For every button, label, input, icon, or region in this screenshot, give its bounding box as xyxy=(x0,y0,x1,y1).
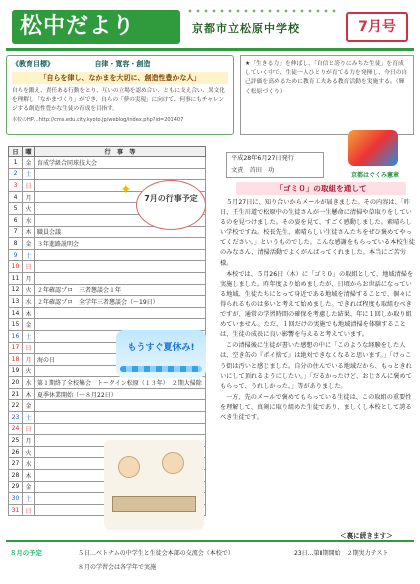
calendar-day: 17 xyxy=(9,342,23,354)
calendar-event xyxy=(35,249,206,261)
calendar-event xyxy=(35,423,206,435)
calendar-day: 31 xyxy=(9,504,23,516)
calendar-day: 21 xyxy=(9,388,23,400)
issue-date-box xyxy=(226,152,324,178)
footer-item: 23日…第Ⅱ期開始 ２期実力テスト xyxy=(294,550,389,557)
calendar-weekday: 日 xyxy=(23,423,35,435)
calendar-weekday: 金 xyxy=(23,319,35,331)
calendar-day: 22 xyxy=(9,400,23,412)
calendar-weekday: 月 xyxy=(23,191,35,203)
kyoto-charter-logo xyxy=(338,130,412,186)
calendar-row xyxy=(9,157,206,169)
calendar-weekday: 木 xyxy=(23,388,35,400)
logo-text: 京都はぐくみ憲章 xyxy=(350,172,399,179)
calendar-event: 職員会議 xyxy=(35,226,206,238)
calendar-weekday: 土 xyxy=(23,330,35,342)
calendar-row xyxy=(9,261,206,273)
desk-icon xyxy=(112,496,196,512)
calendar-event: ３年進路説明会 xyxy=(35,238,206,250)
school-name: 京都市立松原中学校 xyxy=(192,22,300,35)
calendar-weekday: 火 xyxy=(23,446,35,458)
footer-item: ８月の学習会は各学年で実施 xyxy=(78,564,157,571)
calendar-day: 16 xyxy=(9,330,23,342)
calendar-weekday: 火 xyxy=(23,203,35,215)
calendar-weekday: 金 xyxy=(23,157,35,169)
august-schedule xyxy=(6,540,414,578)
calendar-weekday: 土 xyxy=(23,168,35,180)
calendar-weekday: 水 xyxy=(23,296,35,308)
goals-heading xyxy=(12,59,228,69)
calendar-day: 6 xyxy=(9,214,23,226)
calendar-day: 18 xyxy=(9,354,23,366)
header-divider xyxy=(6,48,414,51)
calendar-weekday: 金 xyxy=(23,238,35,250)
logo-icon xyxy=(348,130,398,166)
summer-illustration xyxy=(116,330,206,378)
goals-heading-label: 《教育目標》 xyxy=(12,60,54,68)
col-header-day: 日 xyxy=(9,147,23,157)
calendar-weekday: 日 xyxy=(23,342,35,354)
article-paragraph: 本校では、５月26日（木）に「ゴミ０」の取組として、地域清掃を実施しました。昨年度より始めましたが、日頃からお世話になっている地域、生徒たちにとって身近である地域を清掃することで、個々に得られるものは多いと考えて始めました。できれば程度も取組むべきですが、通常の学習時間の確保を考慮した結果、年に１回しか取り組めていません。ただ、１回だけの実施でも地域清掃を体験することは、生徒の成長に良い影響を与えると考えています。 xyxy=(220,270,414,339)
calendar-day: 30 xyxy=(9,493,23,505)
wave-icon xyxy=(120,366,202,372)
footer-item: ５日…ベトナムの中学生と生徒会本部の交流会（本校で） xyxy=(78,550,234,557)
article-paragraph: ５月27日に、知り合いからメールが届きました。その内容は、「昨日、壬生川道で松原中の生徒さんが一生懸命に清掃や草取りをしているのを見つけました。その姿を見て、すごく感動しました。素晴らしい学校ですね。校長先生、素晴らしい生徒さんたちをぜひ褒めてやってください。」というものでした。こんな感謝をもらっている本校生徒のみなさん、清掃活動でよくがんばってくれました。本当にご苦労様。 xyxy=(220,199,415,267)
calendar-day: 4 xyxy=(9,191,23,203)
calendar-row xyxy=(9,307,206,319)
calendar-event: ２年確認プロ 全学年三者懇談会（～19日） xyxy=(35,296,206,308)
article-title: 「ゴミ０」の取組を通して xyxy=(236,182,406,195)
calendar-weekday: 土 xyxy=(23,412,35,424)
calendar-row xyxy=(9,423,206,435)
events-bubble: 7月の行事予定 xyxy=(136,180,206,230)
calendar-weekday: 土 xyxy=(23,249,35,261)
calendar-event xyxy=(35,400,206,412)
calendar-weekday: 日 xyxy=(23,180,35,192)
calendar-event: 海の日 xyxy=(35,354,206,366)
vision-message-box: ★「生きる力」を伸ばし、「自信と誇りにみちた生徒」を育成していく中で、生徒一人ひとりが育てる力を発揮し、今日の自己評価を高めるために教育工夫ある教育活動を実施する。（輝く松原づくり） xyxy=(240,55,414,135)
goals-slogan: 「自らを律し、なかまを大切に、創造性豊かな人」 xyxy=(12,72,228,84)
calendar-row xyxy=(9,319,206,331)
footer-label: ８月の予定 xyxy=(10,549,42,557)
calendar-day: 10 xyxy=(9,261,23,273)
continue-note: ＜裏に続きます＞ xyxy=(340,532,393,540)
calendar-day: 8 xyxy=(9,238,23,250)
calendar-event xyxy=(35,272,206,284)
calendar-day: 3 xyxy=(9,180,23,192)
decorative-dots xyxy=(186,8,336,14)
calendar-weekday: 土 xyxy=(23,493,35,505)
goals-motto: 自律・寛容・創造 xyxy=(94,60,151,68)
article-paragraph: この清掃後に生徒が書いた感想の中に「このような経験をした人は、空き缶の『ポイ捨て』は絶対できなくなると思います。」「けっこう街は汚いと感じました。自分の住んでいる地域だから、もっときれいにして頂れるようにしたい。」「だるかったけど、おじさんに褒めてもらって、うれしかった。」等がありました。 xyxy=(220,342,412,390)
article-paragraph: 一方、先のメールで褒めてもらっている生徒は、この取組の重要性を理解して、真剣に取り組めた生徒であり、ましくし本校として誇るべき生徒です。 xyxy=(220,393,412,421)
calendar-day: 20 xyxy=(9,377,23,389)
calendar-weekday: 木 xyxy=(23,226,35,238)
calendar-weekday: 火 xyxy=(23,284,35,296)
calendar-row xyxy=(9,388,206,400)
school-homepage-link[interactable]: 本校のHP…http://cms.edu.city.kyoto.jp/weblog/index.php?id=201407 xyxy=(12,117,184,123)
calendar-event: 夏季休業開始（～８月22日） xyxy=(35,388,206,400)
summer-text: もうすぐ夏休み! xyxy=(127,343,195,353)
calendar-day: 1 xyxy=(9,157,23,169)
calendar-weekday: 金 xyxy=(23,481,35,493)
calendar-event xyxy=(35,412,206,424)
calendar-day: 12 xyxy=(9,284,23,296)
student-head-icon xyxy=(118,456,140,478)
col-header-events: 行 事 等 xyxy=(35,147,206,157)
calendar-weekday: 水 xyxy=(23,458,35,470)
author: 文責 首田 功 xyxy=(231,167,275,174)
calendar-day: 14 xyxy=(9,307,23,319)
newsletter-title: 松中だより xyxy=(12,10,180,44)
calendar-row xyxy=(9,412,206,424)
calendar-row xyxy=(9,296,206,308)
col-header-weekday: 曜 xyxy=(23,147,35,157)
goals-body: 自らを鍛え、責任ある行動をとり、互いの立場を認め合い、ともに支え合い、異文化を理解し「なかまづくり」ができ、自らの「夢の実現」に向けて、何事にもチャレンジする創造性豊かな生徒の育成を目指す。 xyxy=(12,88,225,112)
calendar-row xyxy=(9,272,206,284)
calendar-day: 11 xyxy=(9,272,23,284)
calendar-weekday: 日 xyxy=(23,504,35,516)
calendar-weekday: 月 xyxy=(23,435,35,447)
calendar-weekday: 日 xyxy=(23,261,35,273)
calendar-day: 5 xyxy=(9,203,23,215)
calendar-event xyxy=(35,168,206,180)
calendar-day: 24 xyxy=(9,423,23,435)
calendar-day: 25 xyxy=(9,435,23,447)
calendar-row xyxy=(9,400,206,412)
calendar-day: 15 xyxy=(9,319,23,331)
calendar-day: 27 xyxy=(9,458,23,470)
calendar-weekday: 木 xyxy=(23,307,35,319)
calendar-event: 育成学級合同球技大会 xyxy=(35,157,206,169)
calendar-row xyxy=(9,168,206,180)
education-goals-box xyxy=(6,55,234,135)
calendar-weekday: 月 xyxy=(23,272,35,284)
issue-badge: 7月号 xyxy=(346,12,408,42)
calendar-day: 7 xyxy=(9,226,23,238)
student-head-icon xyxy=(162,452,184,474)
calendar-row xyxy=(9,377,206,389)
calendar-weekday: 木 xyxy=(23,470,35,482)
calendar-weekday: 火 xyxy=(23,365,35,377)
sparkle-icon: ✦ xyxy=(120,182,132,198)
issue-date: 平成28年6月27日発行 xyxy=(231,155,294,162)
calendar-day: 26 xyxy=(9,446,23,458)
calendar-weekday: 月 xyxy=(23,354,35,366)
calendar-weekday: 水 xyxy=(23,377,35,389)
calendar-event xyxy=(35,307,206,319)
calendar-row xyxy=(9,249,206,261)
calendar-day: 13 xyxy=(9,296,23,308)
calendar-day: 29 xyxy=(9,481,23,493)
article-body xyxy=(220,198,416,424)
calendar-weekday: 金 xyxy=(23,400,35,412)
calendar-weekday: 水 xyxy=(23,214,35,226)
students-studying-illustration xyxy=(104,440,204,530)
calendar-event: ２年確認プロ 三者懇談会１年 xyxy=(35,284,206,296)
calendar-day: 28 xyxy=(9,470,23,482)
masthead xyxy=(6,6,414,52)
calendar-day: 23 xyxy=(9,412,23,424)
calendar-day: 2 xyxy=(9,168,23,180)
calendar-event xyxy=(35,261,206,273)
calendar-event: 第１期終了全校集会 トークイン松原（１３年） ２期大掃除 xyxy=(35,377,206,389)
calendar-day: 9 xyxy=(9,249,23,261)
calendar-row xyxy=(9,284,206,296)
calendar-event xyxy=(35,319,206,331)
calendar-row xyxy=(9,238,206,250)
calendar-day: 19 xyxy=(9,365,23,377)
